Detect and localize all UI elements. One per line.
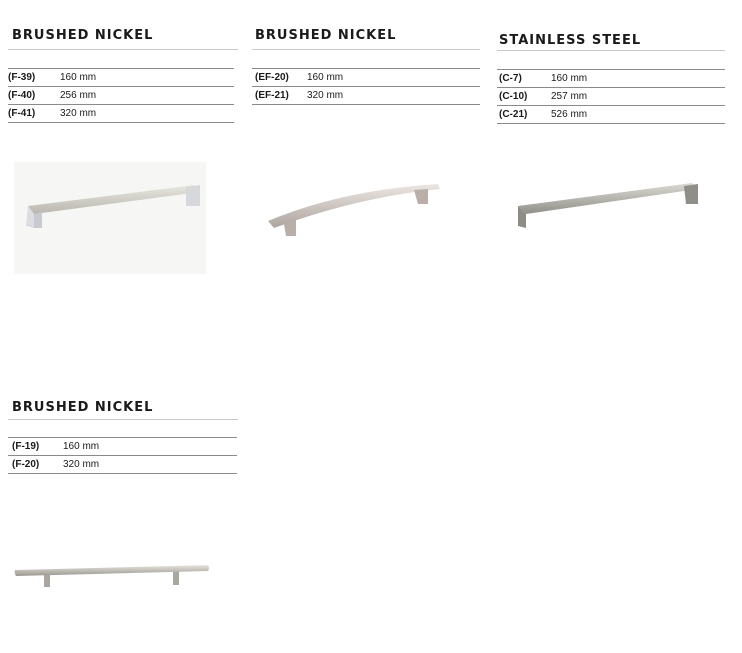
handle-pull-icon — [14, 162, 206, 274]
table-row — [497, 70, 725, 88]
handle-pull-icon — [262, 176, 444, 240]
divider — [8, 49, 238, 50]
product-image-bar-pull — [12, 560, 212, 592]
table-row — [497, 106, 725, 124]
product-image-arched-pull — [262, 176, 444, 240]
product-size: 320 mm — [63, 459, 100, 470]
product-size: 160 mm — [307, 72, 344, 83]
table-row — [8, 69, 234, 87]
product-size: 320 mm — [307, 90, 344, 101]
table-row — [8, 87, 234, 105]
product-size: 160 mm — [63, 441, 100, 452]
product-code: (EF-20) — [255, 72, 289, 83]
product-block-f19 — [8, 400, 240, 480]
table-row — [8, 438, 237, 456]
product-image-flat-bar-pull — [514, 178, 702, 232]
finish-title: BRUSHED NICKEL — [12, 400, 154, 415]
spec-table — [497, 69, 725, 124]
handle-pull-icon — [12, 560, 212, 592]
finish-title: BRUSHED NICKEL — [255, 28, 397, 43]
divider — [252, 49, 480, 50]
product-code: (C-21) — [499, 109, 528, 120]
finish-title: BRUSHED NICKEL — [12, 28, 154, 43]
product-code: (F-19) — [12, 441, 40, 452]
table-row — [497, 88, 725, 106]
table-row — [252, 69, 480, 87]
product-block-ef20 — [252, 28, 482, 108]
finish-title: STAINLESS STEEL — [499, 33, 642, 48]
product-size: 526 mm — [551, 109, 588, 120]
product-code: (F-41) — [8, 108, 36, 119]
product-image-square-end-pull — [14, 162, 206, 274]
table-row — [8, 456, 237, 474]
product-code: (EF-21) — [255, 90, 289, 101]
product-block-f39 — [8, 28, 238, 128]
product-size: 257 mm — [551, 91, 588, 102]
product-block-c7 — [497, 33, 727, 133]
product-code: (C-7) — [499, 73, 522, 84]
product-size: 160 mm — [551, 73, 588, 84]
product-code: (C-10) — [499, 91, 528, 102]
spec-table — [8, 68, 234, 123]
handle-pull-icon — [514, 178, 702, 232]
product-code: (F-20) — [12, 459, 40, 470]
product-size: 256 mm — [60, 90, 97, 101]
product-code: (F-39) — [8, 72, 36, 83]
divider — [8, 419, 238, 420]
table-row — [252, 87, 480, 105]
product-code: (F-40) — [8, 90, 36, 101]
spec-table — [8, 437, 237, 474]
product-size: 320 mm — [60, 108, 97, 119]
product-size: 160 mm — [60, 72, 97, 83]
divider — [497, 50, 725, 51]
spec-table — [252, 68, 480, 105]
table-row — [8, 105, 234, 123]
